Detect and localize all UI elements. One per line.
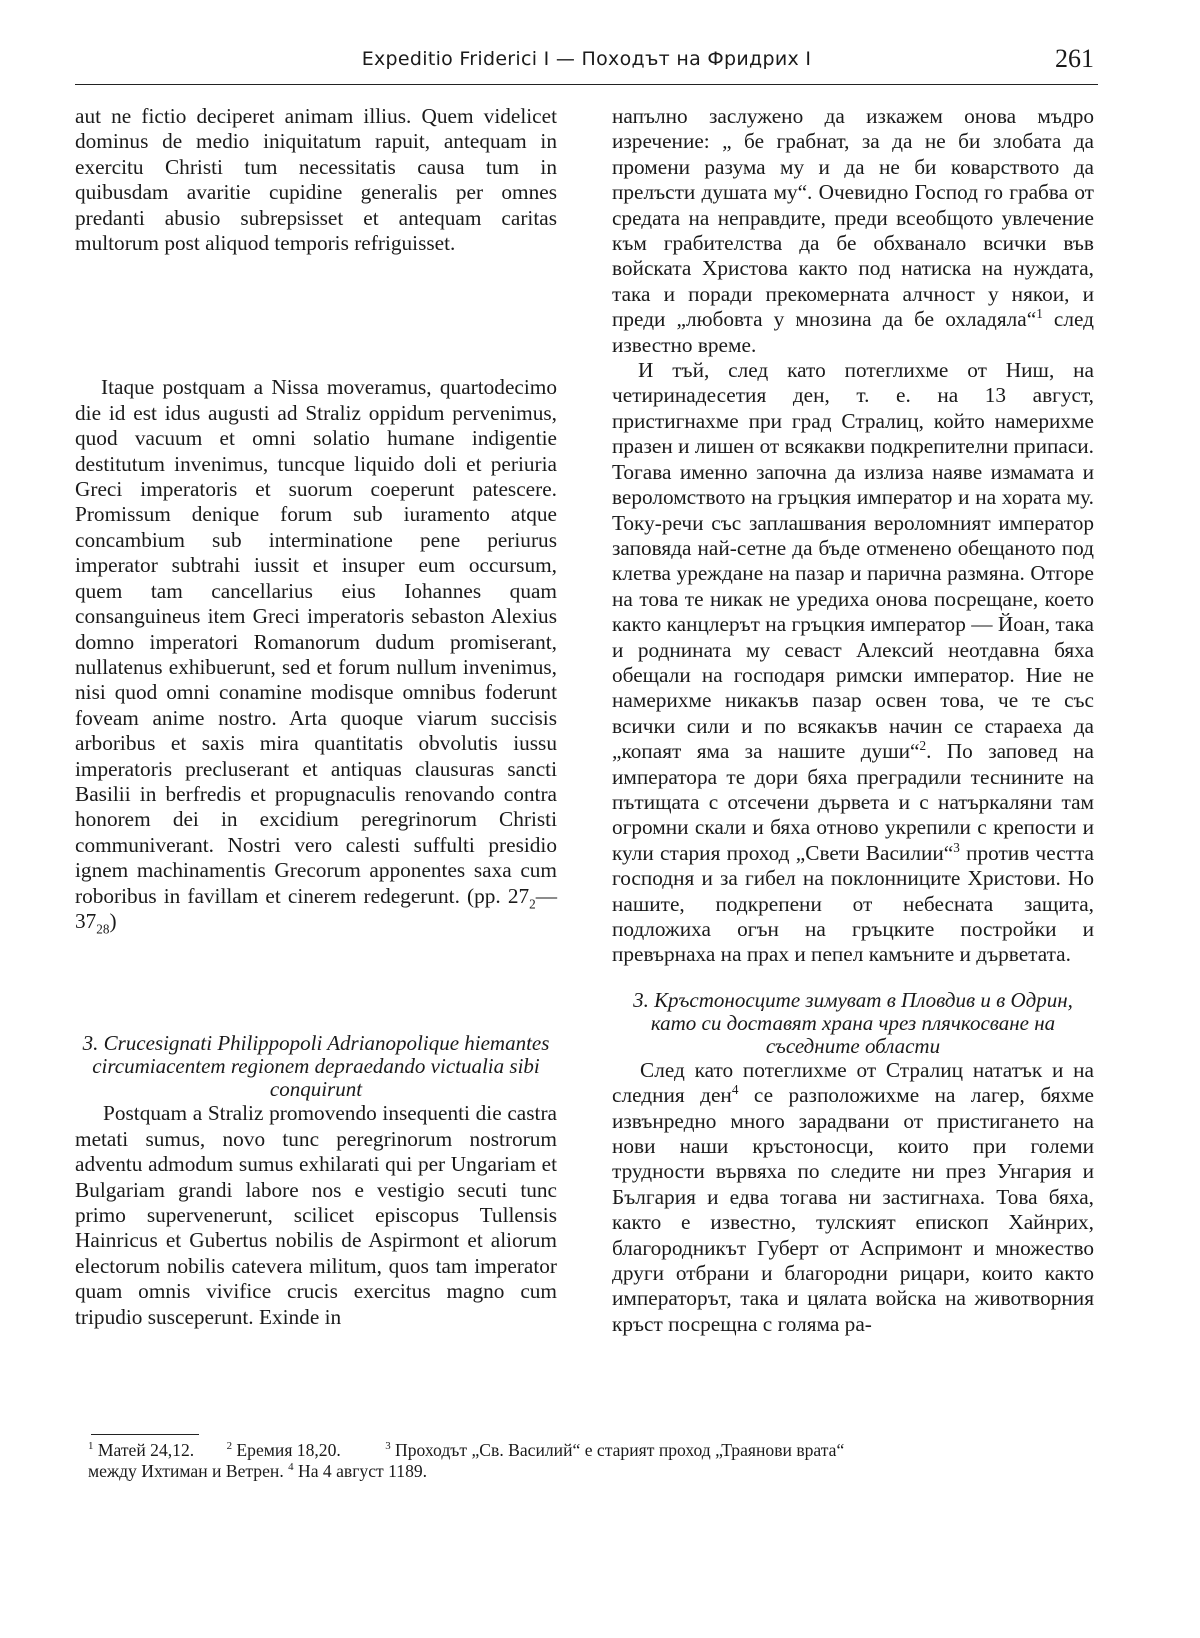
latin-paragraph-3: Postquam a Straliz promovendo insequenti die castra metati sumus, novo tunc peregrinorum nostrorum adventu admodum sumus exhilarati qui per Ungariam et Bulgariam grandi labore nos e vestigio secuti tunc primo supervenerunt, scilicet episcopus Tullensis Hainricus et Gubertus nobilis de Aspirmont et aliorum electorum nobilis catevera militum, quos tam imperator quam omnis vivifice crucis exercitus magno cum tripudio susceperunt. Exinde in xyxy=(75,1101,557,1329)
footnote-2-number: 2 xyxy=(226,1440,233,1453)
footnote-ref-2: 2 xyxy=(919,738,927,754)
footnote-ref-1: 1 xyxy=(1036,306,1043,322)
latin-paragraph-2 xyxy=(75,375,558,937)
citation-end: ) xyxy=(109,908,117,933)
footnote-2-text: Еремия 18,20. xyxy=(232,1440,341,1460)
footnote-4-text: На 4 август 1189. xyxy=(293,1461,428,1481)
latin-paragraph-2-text: Itaque postquam a Nissa moveramus, quartodecimo die id est idus augusti ad Straliz oppidum pervenimus, quod vacuum et omni solatio humane indigentie destitutum invenimus, tuncque liquido doli et periuria Greci imperatoris et suorum coeperunt patescere. Promissum denique forum sub iuramento atque concambium sub interminatione pene periurus imperator subtrahi iussit et insuper eum occursum, quem tam cancellarius eius Iohannes quam consanguineus item Greci imperatoris sebaston Alexius domno imperatori Romanorum dudum promiserant, nullatenus exhibuerunt, sed et forum nullum invenimus, nisi quod omni conamine modisque omnibus foderunt foveam anime nostro. Arta quoque viarum succisis arboribus et saxis mira quantitatis obvolutis iussu imperatoris precluserant et antiquas clausuras sancti Basilii in berfredis et propugnaculis renovando contra honorem dei in excidium peregrinorum Christi communiverant. Nostri vero calesti suffulti presidio ignem machinamentis Grecorum apponentes saxa cum roboribus in favillam et cinerem redegerunt. xyxy=(75,375,557,908)
bulgarian-paragraph-2-mid: . По заповед на императора те дори бяха преградили теснините на пътищата с отсечени дървета и с натъркаляни там огромни скали и бяха отново укрепили с крепости и кули стария проход „Свети Василии“ xyxy=(612,739,1095,865)
running-title: Expeditio Friderici I — Походът на Фридрих I xyxy=(361,48,812,70)
latin-paragraph-1: aut ne fictio deciperet animam illius. Quem videlicet dominus de medio iniquitatum rapuit, antequam in exercitu Christi tum necessitatis causa tum in quibusdam avaritie cupidine generalis per omnes predanti abusio subrepsisset et antequam caritas multorum post aliquod temporis refriguisset. xyxy=(75,104,557,256)
citation-sub-1: 2 xyxy=(529,895,536,911)
footnote-ref-4: 4 xyxy=(731,1082,739,1098)
citation-sub-2: 28 xyxy=(96,921,110,937)
citation-mid: —37 xyxy=(75,883,558,933)
bulgarian-paragraph-2-text: И тъй, след като потеглихме от Ниш, на четиринадесетия ден, т. е. на 13 август, пристигнахме при град Стралиц, който намерихме празен и лишен от всякакви подкрепителни припаси. Тогава именно започна да излиза наяве измамата и вероломството на гръцкия император и на хората му. Току-речи със заплашвания вероломният император заповяда най-сетне да бъде отменено обещаното под клетва уреждане на пазар и парична размяна. Отгоре на това те никак не уредиха онова посрещане, което както канцлерът на гръцкия император — Йоан, така и роднината му севаст Алексий неотдавна бяха обещали на господаря римски император. Ние не намерихме никакъв пазар освен това, че те със всички сили и по всякакъв начин се стараеха да „копаят яма за нашите души“ xyxy=(612,358,1094,764)
bulgarian-paragraph-1-end: след известно време. xyxy=(612,307,1094,357)
footnote-divider xyxy=(91,1434,199,1435)
bulgarian-paragraph-2 xyxy=(612,358,1094,968)
footnote-ref-3: 3 xyxy=(953,839,960,855)
latin-column xyxy=(75,104,557,1330)
footnote-3-text: Проходът „Св. Василий“ е старият проход „Траянови врата“ xyxy=(390,1440,845,1460)
citation-start: (pp. 27 xyxy=(467,883,530,908)
footnote-3 xyxy=(385,1440,844,1460)
bulgarian-paragraph-2-end: против честта господня и за гибел на поклонниците Христови. Но нашите, подкрепени от небесната защита, подложиха огън на гръцките постройки и превърнаха на прах и пепел камъните и дърветата. xyxy=(612,840,1094,967)
footnotes xyxy=(88,1440,1098,1482)
bulgarian-paragraph-3 xyxy=(612,1058,1094,1337)
footnote-1 xyxy=(88,1440,194,1460)
footnote-2 xyxy=(227,1440,341,1460)
footnote-3-number: 3 xyxy=(385,1440,391,1453)
footnote-line-2 xyxy=(88,1461,1098,1482)
page-header xyxy=(75,40,1098,85)
page-number: 261 xyxy=(1055,44,1094,73)
bulgarian-paragraph-3-text: След като потеглихме от Стралиц нататък и на следния ден xyxy=(612,1057,1094,1108)
bulgarian-paragraph-1 xyxy=(612,104,1094,358)
footnote-4-number: 4 xyxy=(288,1461,294,1474)
bulgarian-paragraph-1-text: напълно заслужено да изкажем онова мъдро изречение: „ бе грабнат, за да не би злобата да промени разума му и да не би коварството да прелъсти душата му“. Очевидно Господ го грабва от средата на неправдите, преди всеобщото увлечение към грабителства да бе обхванало всички във войската Христова както под натиска на нуждата, така и поради прекомерната алчност у някои, и преди „любовта у мнозина да бе охладяла“ xyxy=(612,104,1094,332)
bulgarian-paragraph-3-end: се разположихме на лагер, бяхме извънредно много зарадвани от пристигането на нови наши кръстоносци, които при големи трудности вървяха по следите ни през Унгария и България и едва тогава ни застигнаха. Това бяха, както е известно, тулският епископ Хайнрих, благородникът Губерт от Аспримонт и множество други отбрани и благородни рицари, които както императорът, така и цялата войска на животворния кръст посрещна с голяма ра- xyxy=(612,1083,1094,1336)
footnote-4 xyxy=(288,1461,427,1481)
footnote-1-text: Матей 24,12. xyxy=(93,1440,195,1460)
footnote-line-1 xyxy=(88,1440,1098,1461)
footnote-1-number: 1 xyxy=(88,1440,94,1453)
bulgarian-section-heading: 3. Кръстоносците зимуват в Пловдив и в Одрин, като си доставят храна чрез плячкосване на съседните области xyxy=(633,987,1073,1058)
bulgarian-column xyxy=(612,104,1094,1337)
latin-section-heading: 3. Crucesignati Philippopoli Adrianopolique hiemantes circumiacentem regionem depraedando victualia sibi conquirunt xyxy=(82,1031,550,1102)
footnote-3-continuation: между Ихтиман и Ветрен. xyxy=(88,1461,284,1481)
